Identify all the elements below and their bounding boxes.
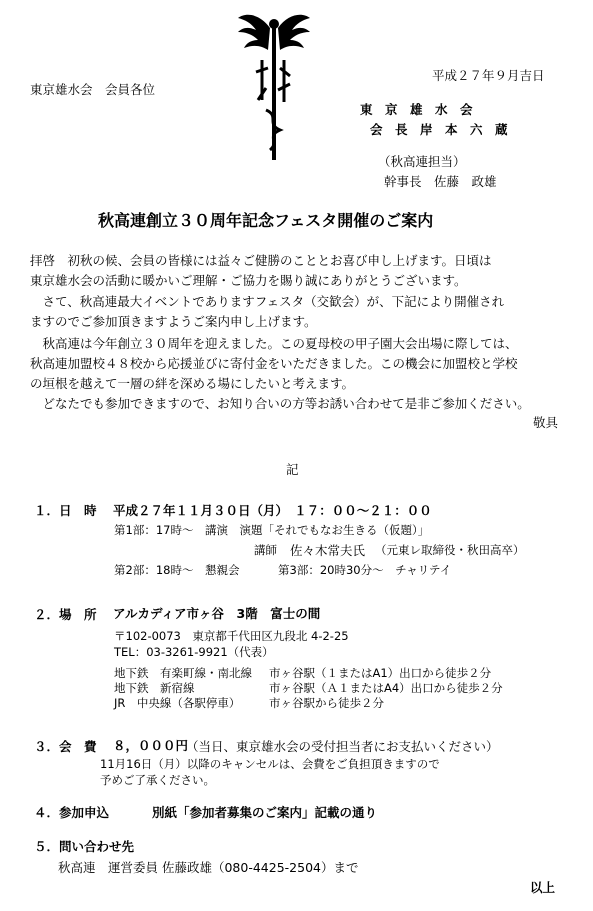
place-value: アルカディア市ヶ谷 3階 富士の間 [113, 606, 321, 621]
lecturer-name: 佐々木常夫氏 [290, 543, 366, 558]
body-p4-line1: どなたでも参加できますので、お知り合いの方等お誘い合わせて是非ご参加ください。 [30, 396, 530, 411]
datetime-value: 平成２７年１１月３０日（月） １７：００〜２１：００ [113, 503, 432, 518]
access-station-2: 市ヶ谷駅（Ａ１またはA4）出口から徒歩２分 [269, 681, 503, 695]
document-date: 平成２７年９月吉日 [432, 68, 545, 83]
program-part1: 第1部：17時〜 講演 演題「それでもなお生きる（仮題）」 [114, 523, 430, 537]
access-line-3: JR 中央線（各駅停車） [114, 696, 241, 710]
body-p3-line1: 秋高連は今年創立３０周年を迎えました。この夏母校の甲子園大会出場に際しては、 [30, 336, 518, 351]
fee-note: （当日、東京雄水会の受付担当者にお支払いください） [186, 739, 499, 754]
apply-label: ４．参加申込 [34, 805, 110, 820]
sender-secretary: 幹事長 佐藤 政雄 [384, 174, 497, 189]
sender-president: 会 長 岸 本 六 蔵 [370, 122, 508, 137]
access-line-1: 地下鉄 有楽町線・南北線 [114, 666, 252, 680]
lecturer-note: （元東レ取締役・秋田高卒） [375, 543, 525, 557]
place-label: ２．場 所 [34, 607, 97, 622]
contact-note: （秋高連担当） [378, 154, 466, 169]
venue-tel: TEL：03-3261-9921（代表） [114, 645, 274, 659]
lecturer-label: 講師 [254, 543, 277, 557]
program-part2: 第2部：18時〜 懇親会 [114, 563, 240, 577]
access-station-3: 市ヶ谷駅から徒歩２分 [269, 696, 384, 710]
closing-keigu: 敬具 [533, 415, 559, 430]
body-p3-line3: の垣根を越えて一層の絆を深める場にしたいと考えます。 [30, 376, 355, 391]
body-p3-line2: 秋高連加盟校４８校から応援並びに寄付金をいただきました。この機会に加盟校と学校 [30, 356, 518, 371]
page-title: 秋高連創立３０周年記念フェスタ開催のご案内 [98, 211, 434, 230]
datetime-label: １．日 時 [34, 503, 97, 518]
fee-value: ８，０００円 [113, 738, 189, 753]
cancel-note-line2: 予めご了承ください。 [100, 773, 215, 787]
access-line-2: 地下鉄 新宿線 [114, 681, 195, 695]
body-p1-line2: 東京雄水会の活動に暖かいご理解・ご協力を賜り誠にありがとうございます。 [30, 273, 467, 288]
recipient: 東京雄水会 会員各位 [30, 82, 156, 97]
inquiry-label: ５．問い合わせ先 [34, 839, 135, 854]
inquiry-value: 秋高連 運営委員 佐藤政雄（080-4425-2504）まで [58, 860, 359, 875]
closing-ijou: 以上 [530, 880, 556, 895]
cancel-note-line1: 11月16日（月）以降のキャンセルは、会費をご負担頂きますので [100, 757, 440, 771]
body-p2-line2: ますのでご参加頂きますようご案内申し上げます。 [30, 314, 317, 329]
fee-label: ３．会 費 [34, 739, 97, 754]
body-p1-line1: 拝啓 初秋の候、会員の皆様には益々ご健勝のこととお喜び申し上げます。日頃は [30, 253, 492, 268]
program-part3: 第3部：20時30分〜 チャリテイ [278, 563, 452, 577]
apply-value: 別紙「参加者募集のご案内」記載の通り [152, 805, 378, 820]
access-station-1: 市ヶ谷駅（１またはA1）出口から徒歩２分 [269, 666, 492, 680]
emblem-logo [236, 10, 312, 162]
sender-organization: 東 京 雄 水 会 [360, 102, 473, 117]
venue-address: 〒102-0073 東京都千代田区九段北 4-2-25 [114, 629, 349, 643]
body-p2-line1: さて、秋高連最大イベントでありますフェスタ（交歓会）が、下記により開催され [30, 294, 505, 309]
ki-marker: 記 [286, 462, 299, 477]
